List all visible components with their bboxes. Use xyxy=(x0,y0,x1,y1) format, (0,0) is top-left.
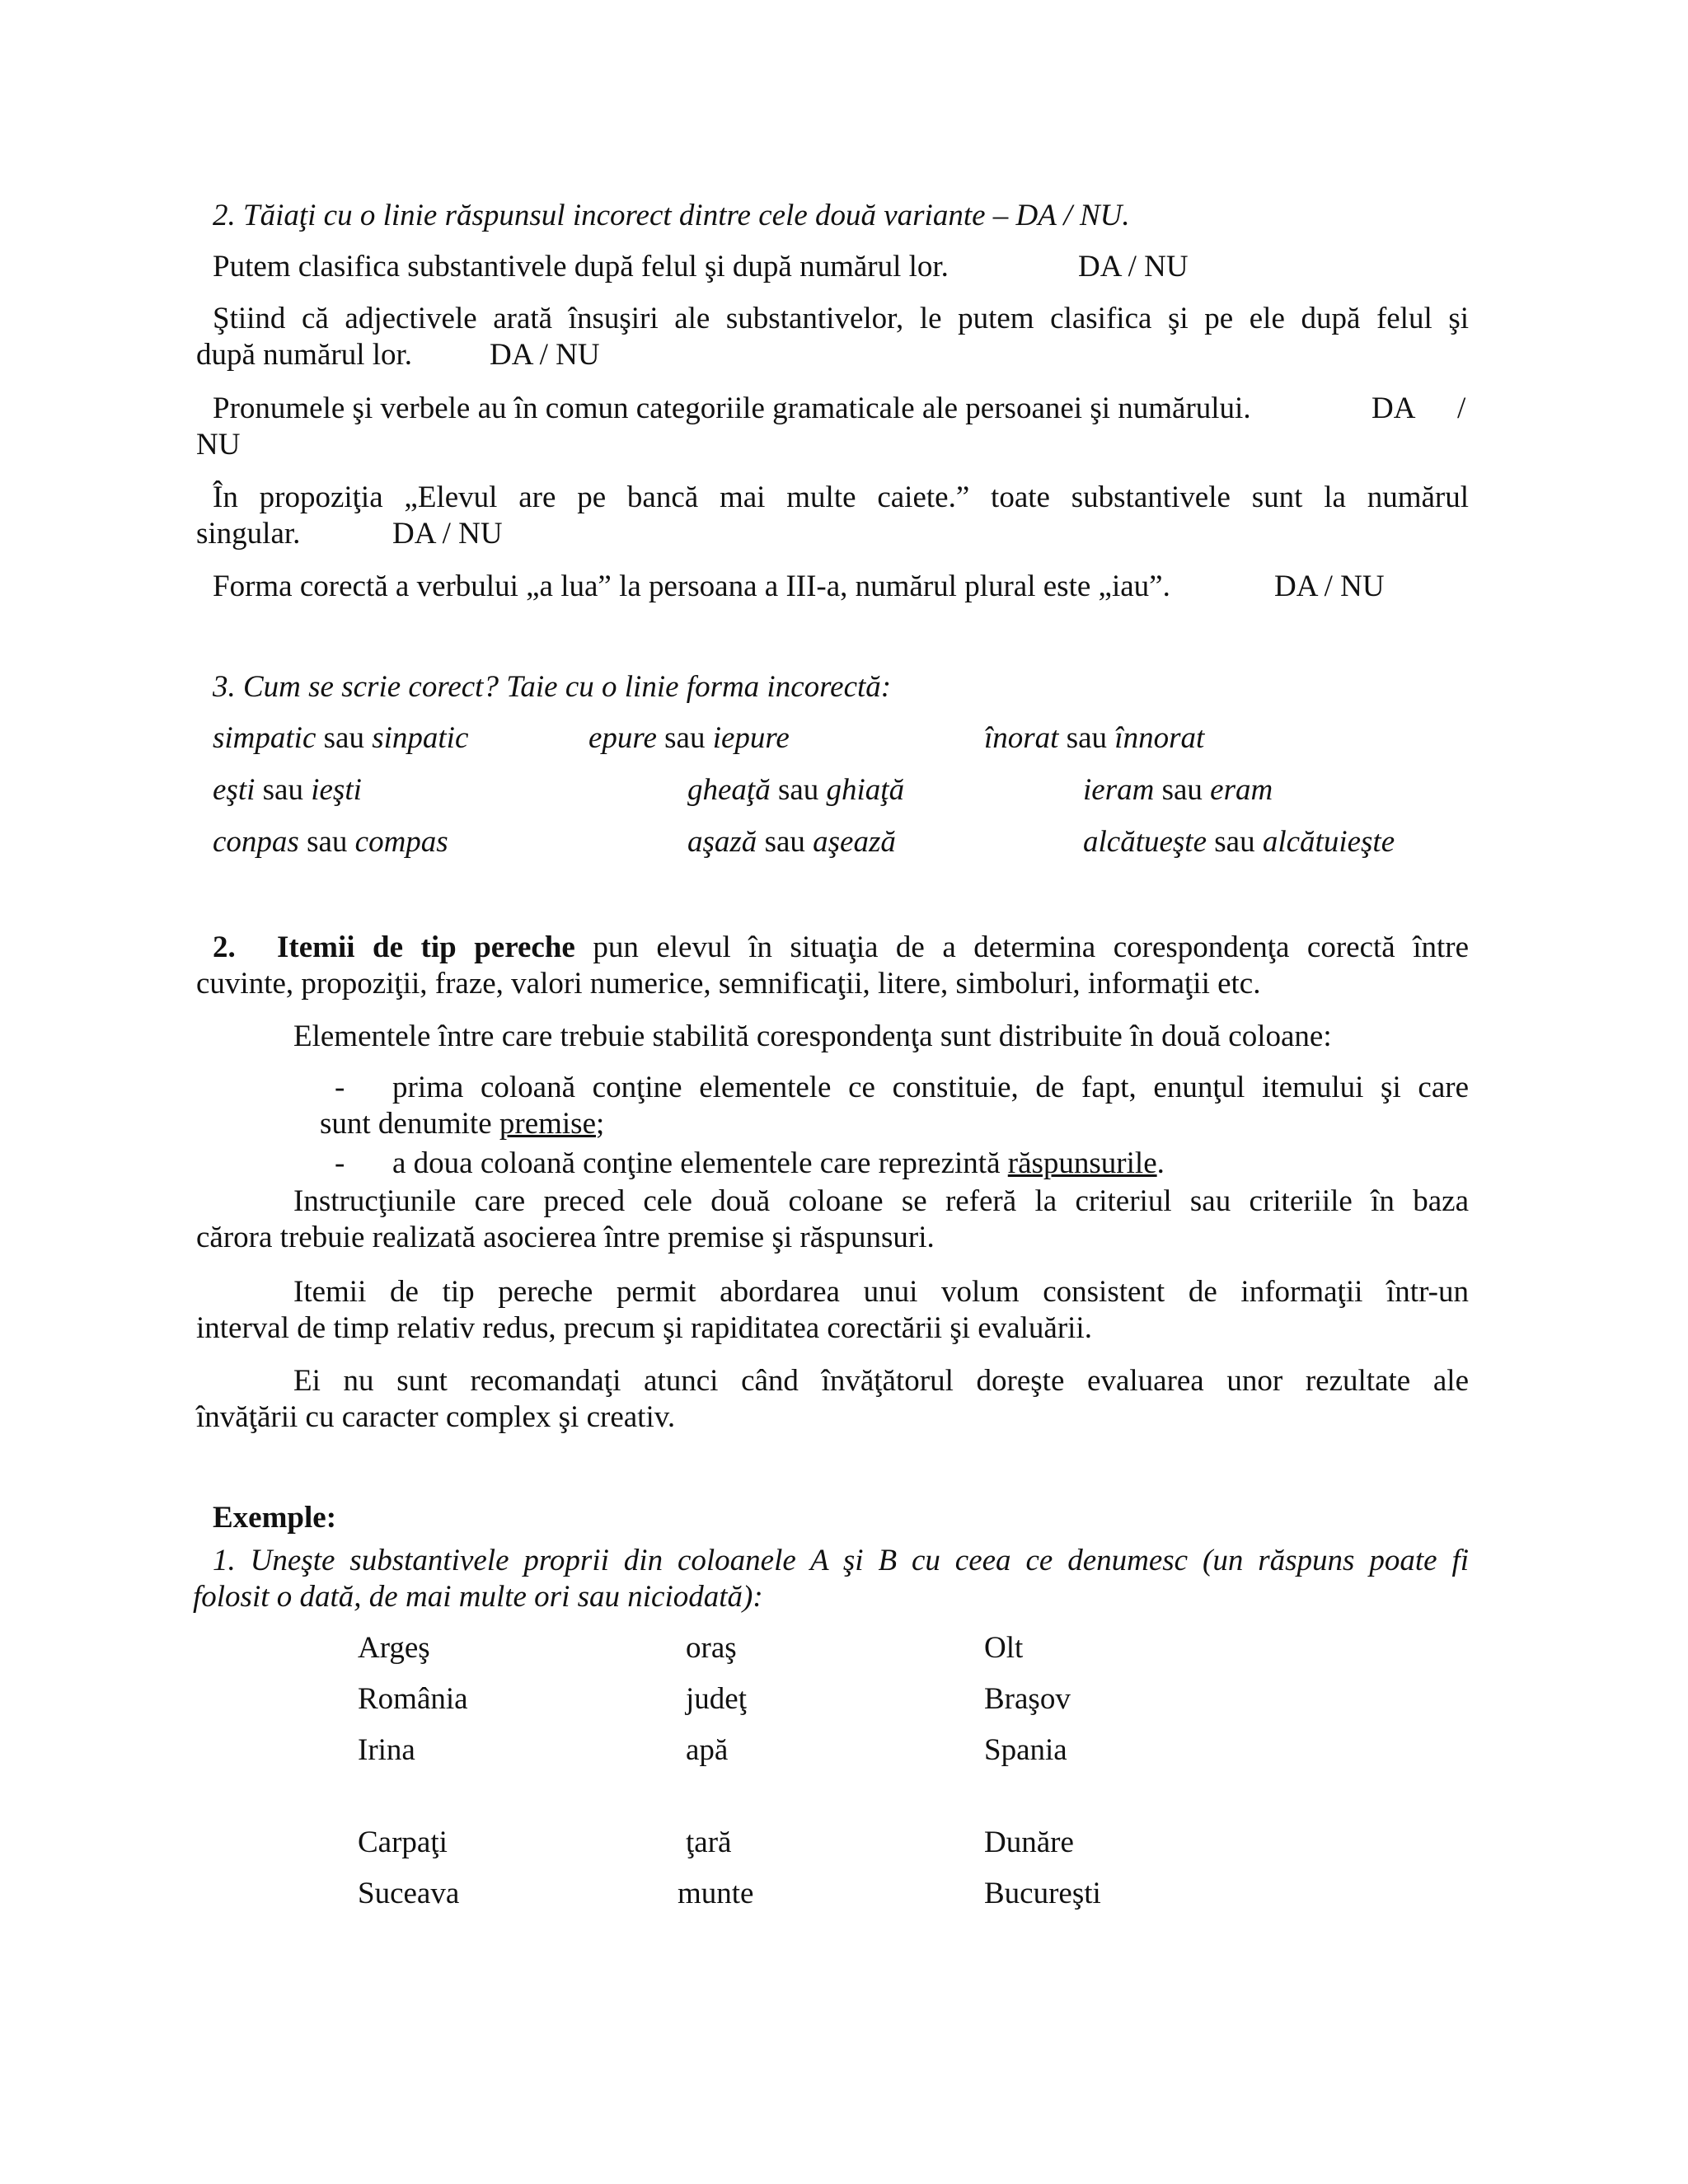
matching-item-middle[interactable]: apă xyxy=(686,1733,729,1767)
tf-instruction: 2. Tăiaţi cu o linie răspunsul incorect dintre cele două variante – DA / NU. xyxy=(213,199,1130,232)
spelling-pair[interactable]: epure sau iepure xyxy=(588,721,790,755)
spelling-pair[interactable]: simpatic sau sinpatic xyxy=(213,721,469,755)
tf-q1-answer[interactable]: DA / NU xyxy=(1078,250,1189,284)
examples-heading: Exemple: xyxy=(213,1501,337,1535)
spelling-pair[interactable]: gheaţă sau ghiaţă xyxy=(687,773,905,807)
section2-para4-line1: Ei nu sunt recomandaţi atunci când învăţătorul doreşte evaluarea unor rezultate ale xyxy=(293,1364,1469,1398)
tf-q4-line1: În propoziţia „Elevul are pe bancă mai multe caiete.” toate substantivele sunt la numărul xyxy=(213,480,1469,514)
spelling-pair[interactable]: ieram sau eram xyxy=(1083,773,1273,807)
section2-para2-line1: Instrucţiunile care preced cele două coloane se referă la criteriul sau criteriile în baza xyxy=(293,1184,1469,1218)
matching-item-right[interactable]: Braşov xyxy=(984,1682,1071,1716)
spelling-instruction: 3. Cum se scrie corect? Taie cu o linie forma incorectă: xyxy=(213,670,892,704)
section2-para4-line2: învăţării cu caracter complex şi creativ. xyxy=(196,1400,676,1434)
spelling-pair[interactable]: eşti sau ieşti xyxy=(213,773,362,807)
tf-q2-line2: după numărul lor. xyxy=(196,338,413,372)
section2-title: Itemii de tip pereche xyxy=(277,930,575,964)
matching-item-right[interactable]: Dunăre xyxy=(984,1825,1074,1859)
section2-intro-line2: cuvinte, propoziţii, fraze, valori numerice, semnificaţii, litere, simboluri, informaţii etc. xyxy=(196,967,1261,1001)
tf-q1-text: Putem clasifica substantivele după felul şi după numărul lor. xyxy=(213,250,949,284)
answers-term: răspunsurile xyxy=(1007,1146,1157,1180)
tf-q2-line1: Ştiind că adjectivele arată însuşiri ale substantivelor, le putem clasifica şi pe ele după felul şi xyxy=(213,302,1469,335)
section2-para2-line2: cărora trebuie realizată asocierea între premise şi răspunsuri. xyxy=(196,1221,935,1254)
matching-item-left[interactable]: România xyxy=(358,1682,468,1716)
matching-item-left[interactable]: Argeş xyxy=(358,1631,430,1665)
bullet1-line2: sunt denumite premise; xyxy=(320,1107,605,1141)
matching-item-right[interactable]: Spania xyxy=(984,1733,1067,1767)
matching-item-middle[interactable]: judeţ xyxy=(686,1682,747,1716)
tf-q3-answer-da[interactable]: DA xyxy=(1372,391,1416,425)
tf-q5-answer[interactable]: DA / NU xyxy=(1274,569,1385,603)
matching-item-left[interactable]: Suceava xyxy=(358,1877,460,1910)
section2-intro-line1: Itemii de tip pereche pun elevul în situaţia de a determina corespondenţa corectă între xyxy=(277,930,1470,964)
spelling-pair[interactable]: conpas sau compas xyxy=(213,825,448,859)
matching-item-middle[interactable]: munte xyxy=(678,1877,754,1910)
matching-item-right[interactable]: Bucureşti xyxy=(984,1877,1101,1910)
tf-q3-line1: Pronumele şi verbele au în comun categoriile gramaticale ale persoanei şi numărului. xyxy=(213,391,1251,425)
tf-q4-answer[interactable]: DA / NU xyxy=(392,517,503,551)
spelling-pair[interactable]: aşază sau aşează xyxy=(687,825,896,859)
section2-para3-line2: interval de timp relativ redus, precum şi rapiditatea corectării şi evaluării. xyxy=(196,1311,1092,1345)
matching-item-left[interactable]: Carpaţi xyxy=(358,1825,448,1859)
tf-q3-answer-slash: / xyxy=(1457,391,1466,425)
bullet2-line: a doua coloană conţine elementele care reprezintă răspunsurile. xyxy=(392,1146,1165,1180)
tf-q5-text: Forma corectă a verbului „a lua” la persoana a III-a, numărul plural este „iau”. xyxy=(213,569,1170,603)
spelling-pair[interactable]: înorat sau înnorat xyxy=(984,721,1205,755)
tf-q4-line2: singular. xyxy=(196,517,301,551)
examples-instruction-line1: 1. Uneşte substantivele proprii din coloanele A şi B cu ceea ce denumesc (un răspuns poate fi xyxy=(213,1544,1469,1577)
tf-q2-answer[interactable]: DA / NU xyxy=(490,338,600,372)
section2-para3-line1: Itemii de tip pereche permit abordarea unui volum consistent de informaţii într-un xyxy=(293,1275,1469,1309)
matching-item-middle[interactable]: ţară xyxy=(686,1825,732,1859)
matching-item-right[interactable]: Olt xyxy=(984,1631,1024,1665)
bullet-dash: - xyxy=(335,1071,345,1104)
matching-item-left[interactable]: Irina xyxy=(358,1733,415,1767)
examples-instruction-line2: folosit o dată, de mai multe ori sau niciodată): xyxy=(193,1580,763,1614)
premise-term: premise xyxy=(499,1107,596,1141)
tf-q3-answer-nu[interactable]: NU xyxy=(196,428,241,462)
section2-para1: Elementele între care trebuie stabilită corespondenţa sunt distribuite în două coloane: xyxy=(293,1019,1332,1053)
bullet-dash: - xyxy=(335,1146,345,1180)
matching-item-middle[interactable]: oraş xyxy=(686,1631,737,1665)
section2-number: 2. xyxy=(213,930,236,964)
spelling-pair[interactable]: alcătueşte sau alcătuieşte xyxy=(1083,825,1395,859)
bullet1-line1: prima coloană conţine elementele ce constituie, de fapt, enunţul itemului şi care xyxy=(392,1071,1469,1104)
